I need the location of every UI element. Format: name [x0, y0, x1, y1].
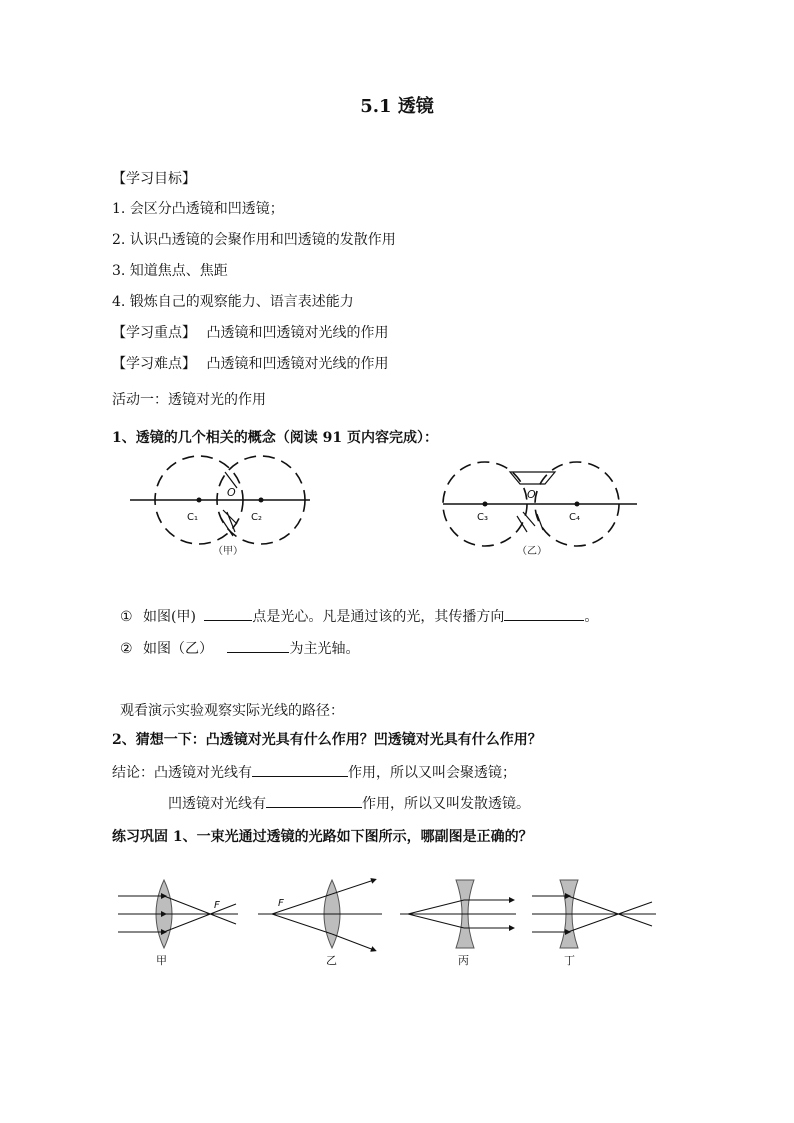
objective-item-1: 1. 会区分凸透镜和凹透镜；: [112, 201, 284, 217]
difficulty-line: [112, 355, 388, 373]
practice-text: 练习巩固 1、一束光通过透镜的光路如下图所示，哪副图是正确的？: [112, 829, 533, 845]
q2-prefix: 如图（乙）: [143, 641, 214, 657]
focus-label-yi: F: [278, 898, 284, 909]
q1-prefix: 如图(甲): [143, 609, 196, 625]
c1-label: C₁: [187, 512, 198, 523]
q2-blank[interactable]: [227, 638, 289, 653]
key-point-text: 凸透镜和凹透镜对光线的作用: [206, 325, 389, 341]
concepts-heading: 1、透镜的几个相关的概念（阅读 91 页内容完成）：: [112, 430, 438, 446]
objectives-heading: 【学习目标】: [112, 171, 196, 187]
question-2: [120, 638, 359, 658]
caption-jia: （甲）: [213, 546, 243, 557]
key-point-line: [112, 324, 388, 342]
question-1: [120, 606, 598, 626]
caption-fig2-jia: 甲: [156, 954, 167, 967]
guess-text: 2、猜想一下：凸透镜对光具有什么作用？凹透镜对光具有什么作用？: [112, 732, 542, 748]
q1-blank-1[interactable]: [204, 606, 252, 621]
figure-jia: [130, 456, 310, 544]
objective-item-4: 4. 锻炼自己的观察能力、语言表述能力: [112, 294, 354, 310]
activity-title: 活动一：透镜对光的作用: [112, 392, 266, 408]
diagram-jia: [118, 880, 238, 948]
difficulty-label: 【学习难点】: [112, 356, 196, 372]
conclusion-2a: 凹透镜对光线有: [168, 796, 266, 812]
caption-yi: （乙）: [517, 546, 547, 557]
conclusion-blank-2[interactable]: [266, 793, 362, 808]
demo-text: 观看演示实验观察实际光线的路径：: [120, 703, 344, 719]
conclusion-line-2: [168, 793, 530, 813]
ray-diagram-figure: [112, 872, 672, 972]
difficulty-text: 凸透镜和凹透镜对光线的作用: [206, 356, 389, 372]
objective-item-3: 3. 知道焦点、焦距: [112, 263, 228, 279]
conclusion-1b: 作用，所以又叫会聚透镜；: [348, 765, 516, 781]
focus-label-jia: F: [214, 900, 220, 911]
c4-label: C₄: [569, 512, 580, 523]
page-title: 5.1 透镜: [360, 96, 434, 117]
q1-blank-2[interactable]: [504, 606, 584, 621]
lens-concept-figure: [125, 452, 665, 562]
c3-label: C₃: [477, 512, 488, 523]
caption-fig2-yi: 乙: [326, 954, 337, 967]
c4-dot: [575, 502, 580, 507]
o-label-yi: O: [527, 488, 536, 501]
conclusion-blank-1[interactable]: [252, 762, 348, 777]
q2-end: 为主光轴。: [289, 641, 360, 657]
diagram-yi: [258, 880, 382, 950]
conclusion-label: 结论：: [112, 765, 154, 781]
conclusion-line-1: [112, 762, 516, 782]
diagram-bing: [400, 880, 516, 948]
c1-dot: [197, 498, 202, 503]
q2-marker: ②: [120, 641, 133, 657]
o-label-jia: O: [227, 486, 236, 499]
diagram-ding: [532, 880, 656, 948]
c3-dot: [483, 502, 488, 507]
conclusion-2b: 作用，所以又叫发散透镜。: [362, 796, 530, 812]
key-point-label: 【学习重点】: [112, 325, 196, 341]
q1-marker: ①: [120, 609, 133, 625]
caption-fig2-bing: 丙: [458, 954, 469, 967]
c2-label: C₂: [251, 512, 262, 523]
figure-yi: [443, 462, 637, 546]
c2-dot: [259, 498, 264, 503]
caption-fig2-ding: 丁: [564, 954, 575, 967]
conclusion-1a: 凸透镜对光线有: [154, 765, 252, 781]
lens-shading-yi: [510, 472, 555, 532]
objective-item-2: 2. 认识凸透镜的会聚作用和凹透镜的发散作用: [112, 232, 396, 248]
q1-mid: 点是光心。凡是通过该的光，其传播方向: [252, 609, 505, 625]
q1-end: 。: [584, 609, 599, 625]
